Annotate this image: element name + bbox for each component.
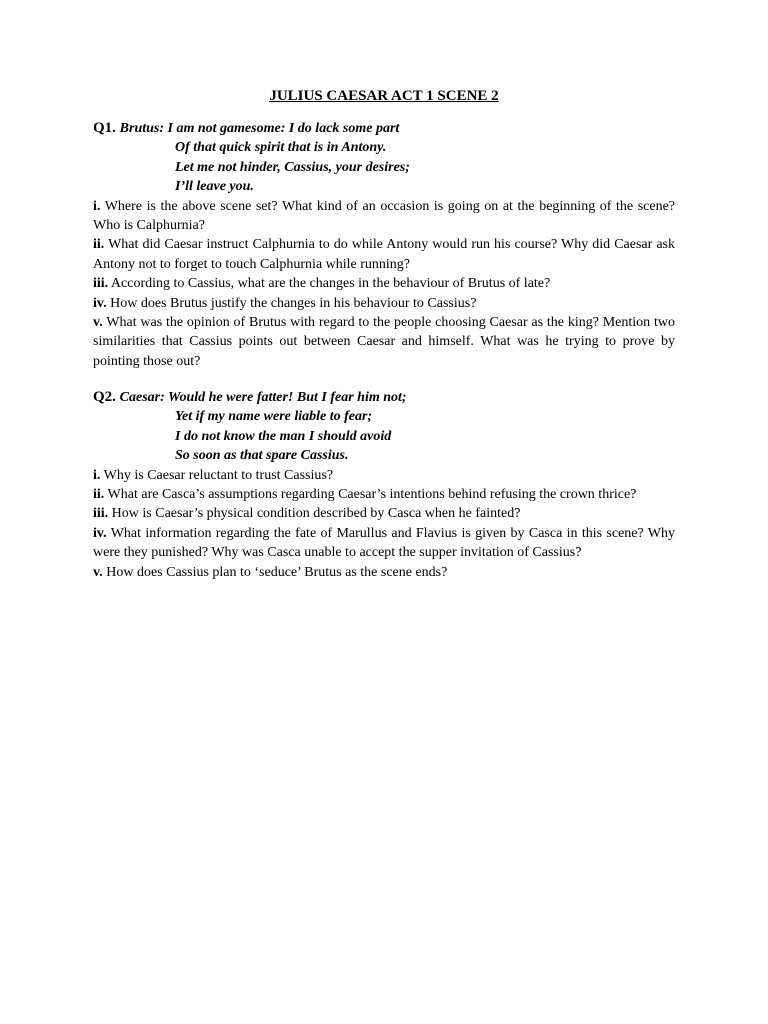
sub-number: iv. — [93, 295, 107, 311]
question-1-sub-ii — [93, 235, 675, 274]
question-1-sub-i — [93, 197, 675, 236]
sub-text: What was the opinion of Brutus with regard to the people choosing Caesar as the king? Mention two similarities that Cassius points out between Caesar and himself. What was he trying to prove by pointing those out? — [93, 315, 675, 369]
sub-text: What are Casca’s assumptions regarding Caesar’s intentions behind refusing the crown thrice? — [107, 486, 637, 502]
question-2-quote-line-3: I do not know the man I should avoid — [175, 428, 392, 444]
sub-text: Where is the above scene set? What kind of an occasion is going on at the beginning of the scene? Who is Calphurnia? — [93, 198, 675, 233]
sub-text: What information regarding the fate of Marullus and Flavius is given by Casca in this scene? Why were they punished? Why was Casca unable to accept the supper invitation of Cassius? — [93, 525, 675, 561]
sub-number: iv. — [93, 525, 107, 541]
question-1-quote-line-4: I’ll leave you. — [175, 179, 254, 195]
sub-number: iii. — [93, 276, 109, 292]
question-2-number: Q2. — [93, 389, 116, 405]
sub-text: Why is Caesar reluctant to trust Cassius? — [103, 467, 334, 483]
question-1-header — [93, 119, 675, 138]
page-title: JULIUS CAESAR ACT 1 SCENE 2 — [269, 88, 499, 104]
question-1-quote-line-1: Brutus: I am not gamesome: I do lack some part — [119, 121, 400, 136]
sub-number: v. — [93, 564, 103, 580]
question-1-sub-iv — [93, 294, 675, 313]
question-block-1 — [93, 119, 675, 371]
question-2-quote-line-1: Caesar: Would he were fatter! But I fear him not; — [119, 390, 407, 405]
sub-text: How is Caesar’s physical condition described by Casca when he fainted? — [111, 506, 521, 522]
sub-text: According to Cassius, what are the changes in the behaviour of Brutus of late? — [110, 276, 551, 292]
sub-text: How does Cassius plan to ‘seduce’ Brutus as the scene ends? — [106, 564, 448, 580]
question-2-quote-line-2: Yet if my name were liable to fear; — [175, 409, 373, 425]
sub-number: v. — [93, 315, 103, 330]
question-2-quote-line-4: So soon as that spare Cassius. — [175, 448, 349, 464]
question-2-sub-i — [93, 466, 675, 485]
question-1-quote-line-3: Let me not hinder, Cassius, your desires; — [175, 159, 410, 175]
sub-number: i. — [93, 198, 101, 214]
sub-number: i. — [93, 467, 101, 483]
question-2-sub-iii — [93, 504, 675, 523]
question-2-sub-ii — [93, 485, 675, 504]
sub-number: ii. — [93, 486, 105, 502]
sub-text: How does Brutus justify the changes in his behaviour to Cassius? — [110, 295, 477, 311]
question-2-sub-iv — [93, 524, 675, 563]
question-2-header — [93, 388, 675, 407]
question-block-2 — [93, 388, 675, 582]
question-2-sub-v — [93, 563, 675, 582]
sub-number: ii. — [93, 237, 105, 253]
question-1-sub-iii — [93, 274, 675, 293]
sub-text: What did Caesar instruct Calphurnia to do while Antony would run his course? Why did Caesar ask Antony not to forget to touch Calphurnia while running? — [93, 237, 676, 272]
question-1-number: Q1. — [93, 120, 116, 136]
question-1-quote-line-2: Of that quick spirit that is in Antony. — [175, 140, 387, 156]
question-1-sub-v — [93, 313, 675, 371]
sub-number: iii. — [93, 506, 109, 522]
